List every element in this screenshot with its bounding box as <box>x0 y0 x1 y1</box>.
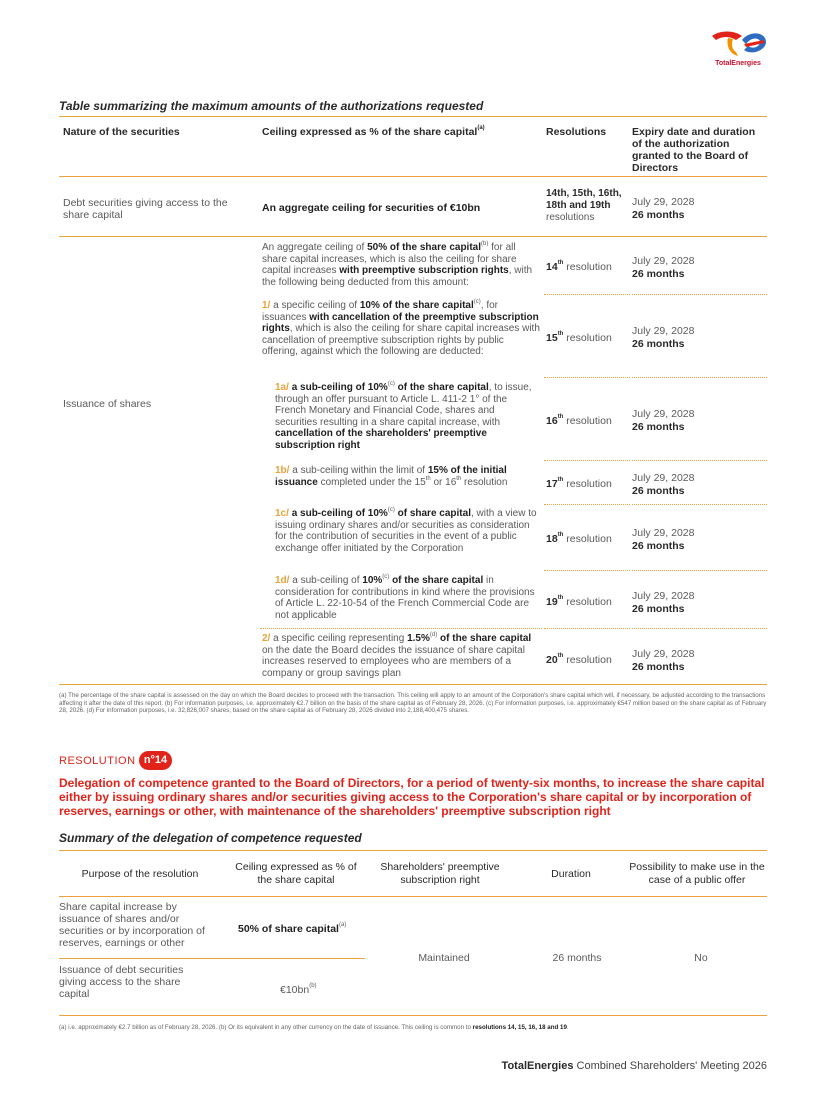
row17-resolution: 17th resolution <box>546 477 612 490</box>
row-divider <box>544 294 630 295</box>
header-nature: Nature of the securities <box>63 126 180 138</box>
row-divider <box>260 628 542 629</box>
t2-duration-value: 26 months <box>552 952 602 964</box>
debt-resolutions: 14th, 15th, 16th, 18th and 19th resolutions <box>546 188 622 223</box>
row14-description: An aggregate ceiling of 50% of the share capital$^{(b)}$ for all share capital increases, which is also the ceiling for share capital increases with preemptive subscription rights, with the following being deducted from this amount: <box>262 241 533 288</box>
t2-header-ceiling: Ceiling expressed as % of the share capital <box>235 861 357 886</box>
logo-mark-icon <box>706 26 770 60</box>
row19-description: 1d/ a sub-ceiling of 10%$^{(c)}$ of the share capital in consideration for contributions in kind where the provisions of Article L. 22-10-54 of the French Commercial Code are not applicable <box>275 574 535 621</box>
debt-expiry: July 29, 2028 26 months <box>632 196 695 221</box>
row-divider <box>544 504 630 505</box>
table2-bottom-rule <box>59 1015 767 1016</box>
t2-header-duration: Duration <box>551 868 591 880</box>
row-divider <box>632 460 767 461</box>
row19-expiry: July 29, 2028 26 months <box>632 590 695 615</box>
row-divider <box>632 377 767 378</box>
table1-row-rule <box>59 236 767 237</box>
table1-bottom-rule <box>59 684 767 685</box>
table2-top-rule <box>59 850 767 851</box>
t2-preemptive-value: Maintained <box>418 952 470 964</box>
row-divider <box>544 570 630 571</box>
table1-footnotes: (a) The percentage of the share capital is assessed on the day on which the Board decides to proceed with the transaction. This ceiling will apply to an amount of the Corporation's share capital which will, if necessary, be adjusted according to the transactions affecting it after the date of this report. (b) For information purposes, i.e. approximately €2.7 billion on the basis of the share capital as of February 28, 2026. (c) For information purposes, i.e. approximately €547 million based on the share capital as of February 28, 2026. (d) For information purposes, i.e. 32,826,007 shares, based on the share capital as of February 28, 2026 divided into 2,188,400,475 shares. <box>59 692 767 715</box>
row16-resolution: 16th resolution <box>546 414 612 427</box>
page-footer: TotalEnergies Combined Shareholders' Meeting 2026 <box>501 1060 767 1072</box>
row18-description: 1c/ a sub-ceiling of 10%$^{(c)}$ of share capital, with a view to issuing ordinary shares and/or securities as consideration for the contribution of securities in the event of a public exchange offer initiated by the Corporation <box>275 507 537 554</box>
t2-header-preemptive: Shareholders' preemptive subscription right <box>380 861 500 886</box>
row20-resolution: 20th resolution <box>546 653 612 666</box>
header-ceiling: Ceiling expressed as % of the share capital$^{(a)}$ <box>262 125 485 138</box>
row15-description: 1/ a specific ceiling of 10% of the share capital$^{(c)}$, for issuances with cancellation of the preemptive subscription rights, which is also the ceiling for share capital increases with cancellation of preemptive subscription rights by public offering, against which the following are deducted: <box>262 299 540 357</box>
row20-description: 2/ a specific ceiling representing 1.5%$^{(d)}$ of the share capital on the date the Board decides the issuance of share capital increases reserved to employees who are members of a company or group savings plan <box>262 632 532 679</box>
row-divider <box>544 377 630 378</box>
row15-expiry: July 29, 2028 26 months <box>632 325 695 350</box>
row16-expiry: July 29, 2028 26 months <box>632 408 695 433</box>
table2-title: Summary of the delegation of competence requested <box>59 831 362 845</box>
row18-expiry: July 29, 2028 26 months <box>632 527 695 552</box>
shares-nature: Issuance of shares <box>63 398 152 410</box>
row18-resolution: 18th resolution <box>546 532 612 545</box>
row-divider <box>632 504 767 505</box>
t2-row1-ceiling: 50% of share capital$^{(a)}$ <box>238 922 347 935</box>
row17-expiry: July 29, 2028 26 months <box>632 472 695 497</box>
table1-top-rule <box>59 116 767 117</box>
row14-expiry: July 29, 2028 26 months <box>632 255 695 280</box>
t2-header-public-offer: Possibility to make use in the case of a public offer <box>629 861 765 886</box>
row19-resolution: 19th resolution <box>546 595 612 608</box>
row17-description: 1b/ a sub-ceiling within the limit of 15% of the initial issuance completed under the 15th or 16th resolution <box>275 465 508 488</box>
header-resolutions: Resolutions <box>546 126 607 138</box>
debt-nature: Debt securities giving access to the share capital <box>63 197 228 221</box>
header-expiry: Expiry date and duration of the authorization granted to the Board of Directors <box>632 126 756 174</box>
t2-row2-purpose: Issuance of debt securities giving access to the share capital <box>59 964 184 1000</box>
resolution-title: Delegation of competence granted to the Board of Directors, for a period of twenty-six months, to increase the share capital either by issuing ordinary shares and/or securities giving access to the Corporation's share capital or by incorporation of reserves, earnings or other, with maintenance of the shareholders' preemptive subscription right <box>59 776 765 818</box>
row-divider <box>544 460 630 461</box>
table2-row-rule <box>59 958 365 959</box>
row16-description: 1a/ a sub-ceiling of 10%$^{(c)}$ of the share capital, to issue, through an offer pursuant to Article L. 411-2 1° of the French Monetary and Financial Code, shares and securities resulting in a share capital increase, with cancellation of the shareholders' preemptive subscription right <box>275 381 532 451</box>
logo-wordmark: TotalEnergies <box>715 60 761 67</box>
row14-resolution: 14th resolution <box>546 260 612 273</box>
t2-row2-ceiling: $€10bn^{(b)}$ <box>280 983 317 996</box>
table2-header-rule <box>59 896 767 897</box>
row-divider <box>632 570 767 571</box>
row-divider <box>544 628 630 629</box>
t2-header-purpose: Purpose of the resolution <box>81 868 199 880</box>
table2-footnote: (a) i.e. approximately €2.7 billion as of February 28, 2026. (b) Or its equivalent in any other currency on the date of issuance. This ceiling is common to resolutions 14, 15, 16, 18 and 19. <box>59 1024 569 1031</box>
resolution-label: RESOLUTION <box>59 755 136 767</box>
table1-header-rule <box>59 176 767 177</box>
row15-resolution: 15th resolution <box>546 331 612 344</box>
table1-title: Table summarizing the maximum amounts of the authorizations requested <box>59 99 484 113</box>
resolution-number-badge: n°14 <box>139 751 172 770</box>
t2-public-offer-value: No <box>694 952 708 964</box>
t2-row1-purpose: Share capital increase by issuance of shares and/or securities or by incorporation of reserves, earnings or other <box>59 901 205 949</box>
row-divider <box>632 628 767 629</box>
totalenergies-logo <box>706 26 770 70</box>
debt-ceiling: An aggregate ceiling for securities of €10bn <box>262 202 481 214</box>
row-divider <box>632 294 767 295</box>
row20-expiry: July 29, 2028 26 months <box>632 648 695 673</box>
